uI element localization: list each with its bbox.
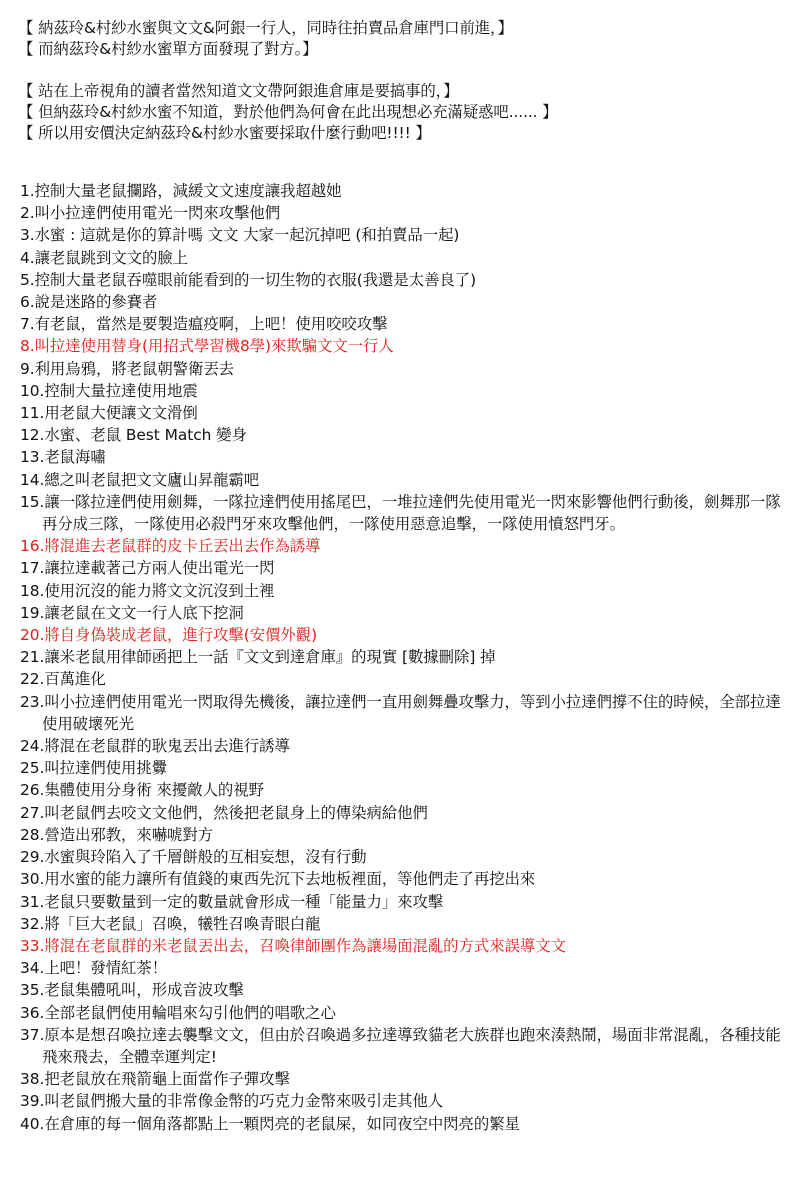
intro-line: 【 納茲玲&村紗水蜜與文文&阿銀一行人，同時往拍賣品倉庫門口前進，】: [18, 19, 513, 37]
option-number: 23.: [20, 692, 45, 711]
option-text: 讓拉達載著己方兩人使出電光一閃: [44, 559, 275, 578]
option-item: [20, 891, 788, 913]
option-item: [20, 668, 788, 690]
option-number: 8.: [20, 337, 35, 356]
option-number: 1.: [20, 182, 35, 200]
option-number: 31.: [20, 892, 45, 911]
option-text: 上吧！發情紅茶！: [44, 959, 168, 978]
option-item: [20, 913, 788, 935]
option-number: 14.: [20, 470, 45, 489]
option-item: [20, 1024, 788, 1068]
option-number: 5.: [20, 270, 35, 289]
option-number: 20.: [20, 626, 45, 645]
option-text: 說是迷路的參賽者: [34, 293, 158, 312]
option-number: 28.: [20, 825, 45, 844]
option-number: 38.: [20, 1070, 45, 1089]
option-text: 利用烏鴉，將老鼠朝警衛丟去: [34, 359, 235, 378]
option-text: 集體使用分身術 來擾敵人的視野: [44, 781, 264, 800]
option-text: 全部老鼠們使用輪唱來勾引他們的唱歌之心: [44, 1003, 336, 1022]
option-text: 營造出邪教，來嚇唬對方: [44, 825, 214, 844]
option-number: 15.: [20, 492, 45, 511]
option-text: 讓老鼠跳到文文的臉上: [34, 248, 189, 267]
option-item: [20, 757, 788, 779]
option-item: [20, 1068, 788, 1090]
option-item: [20, 424, 788, 446]
option-item: [20, 846, 788, 868]
option-item: [20, 580, 788, 602]
option-item: [20, 646, 788, 668]
option-text: 控制大量拉達使用地震: [44, 381, 198, 400]
option-item: [20, 624, 788, 646]
option-text: 讓一隊拉達們使用劍舞，一隊拉達們使用搖尾巴，一堆拉達們先使用電光一閃來影響他們行動後，劍舞那一隊再分成三隊，一隊使用必殺門牙來攻擊他們，一隊使用惡意追擊，一隊使用憤怒門牙。: [42, 492, 781, 534]
option-number: 32.: [20, 914, 45, 933]
option-number: 35.: [20, 981, 45, 1000]
option-number: 2.: [20, 204, 35, 223]
option-text: 叫小拉達們使用電光一閃來攻擊他們: [34, 204, 281, 223]
option-number: 18.: [20, 581, 45, 600]
option-number: 11.: [20, 404, 45, 423]
option-item: [20, 1002, 788, 1024]
option-number: 36.: [20, 1003, 45, 1022]
option-text: 老鼠海嘯: [44, 448, 106, 467]
option-text: 百萬進化: [44, 670, 106, 689]
option-number: 19.: [20, 603, 45, 622]
option-item: [20, 224, 788, 246]
option-number: 6.: [20, 293, 35, 312]
option-item: [20, 446, 788, 468]
option-text: 叫老鼠們去咬文文他們，然後把老鼠身上的傳染病給他們: [44, 803, 428, 822]
option-text: 有老鼠，當然是要製造瘟疫啊，上吧！使用咬咬攻擊: [34, 315, 388, 334]
option-item: [20, 802, 788, 824]
option-text: 讓米老鼠用律師函把上一話『文文到達倉庫』的現實 [數據刪除] 掉: [44, 648, 496, 667]
option-number: 3.: [20, 226, 35, 245]
option-text: 老鼠集體吼叫，形成音波攻擊: [44, 981, 244, 1000]
option-item: [20, 180, 788, 202]
option-text: 水蜜、老鼠 Best Match 變身: [44, 426, 247, 445]
option-text: 水蜜與玲陷入了千層餅般的互相妄想，沒有行動: [44, 848, 367, 867]
option-text: 叫小拉達們使用電光一閃取得先機後，讓拉達們一直用劍舞疊攻擊力，等到小拉達們撐不住的時候，全部拉達使用破壞死光: [42, 692, 781, 733]
option-number: 21.: [20, 648, 45, 667]
option-item: [20, 291, 788, 313]
option-number: 10.: [20, 381, 45, 400]
option-text: 水蜜 : 這就是你的算計嗎 文文 大家一起沉掉吧 (和拍賣品一起): [34, 226, 460, 245]
option-number: 40.: [20, 1114, 45, 1133]
option-text: 叫拉達們使用挑釁: [44, 759, 168, 778]
options-list: [18, 180, 788, 1135]
option-item: [20, 358, 788, 380]
option-number: 7.: [20, 315, 35, 334]
option-text: 老鼠只要數量到一定的數量就會形成一種「能量力」來攻擊: [44, 892, 444, 911]
option-item: [20, 935, 788, 957]
option-text: 將混在老鼠群的米老鼠丟出去，召喚律師團作為讓場面混亂的方式來誤導文文: [44, 936, 566, 955]
option-text: 總之叫老鼠把文文廬山昇龍霸吧: [44, 470, 260, 489]
option-number: 16.: [20, 537, 45, 556]
intro-line: 【 而納茲玲&村紗水蜜單方面發現了對方。】: [18, 40, 318, 58]
option-text: 將「巨大老鼠」召喚，犧牲召喚青眼白龍: [44, 914, 321, 933]
option-number: 17.: [20, 559, 45, 578]
spacer: [18, 60, 788, 81]
option-number: 9.: [20, 359, 35, 378]
option-item: [20, 824, 788, 846]
option-number: 25.: [20, 759, 45, 778]
option-text: 叫老鼠們搬大量的非常像金幣的巧克力金幣來吸引走其他人: [44, 1092, 444, 1111]
option-text: 使用沉沒的能力將文文沉沒到土裡: [44, 581, 275, 600]
option-item: [20, 557, 788, 579]
option-item: [20, 1113, 788, 1135]
option-text: 將自身偽裝成老鼠，進行攻擊(安價外觀): [44, 626, 318, 645]
option-item: [20, 535, 788, 557]
option-item: [20, 1090, 788, 1112]
option-number: 27.: [20, 803, 45, 822]
option-item: [20, 979, 788, 1001]
option-text: 控制大量老鼠攔路，減緩文文速度讓我超越她: [34, 182, 342, 200]
option-item: [20, 269, 788, 291]
option-item: [20, 691, 788, 735]
option-text: 讓老鼠在文文一行人底下挖洞: [44, 603, 244, 622]
option-item: [20, 779, 788, 801]
option-item: [20, 602, 788, 624]
option-text: 將混在老鼠群的耿鬼丟出去進行誘導: [44, 737, 290, 756]
option-text: 在倉庫的每一個角落都點上一顆閃亮的老鼠屎，如同夜空中閃亮的繁星: [44, 1114, 520, 1133]
option-item: [20, 735, 788, 757]
option-number: 37.: [20, 1025, 45, 1044]
option-number: 34.: [20, 959, 45, 978]
option-item: [20, 957, 788, 979]
option-item: [20, 469, 788, 491]
option-item: [20, 491, 788, 535]
option-number: 33.: [20, 936, 45, 955]
intro-line: 【 所以用安價決定納茲玲&村紗水蜜要採取什麼行動吧!!!! 】: [18, 124, 431, 142]
option-number: 29.: [20, 848, 45, 867]
option-number: 13.: [20, 448, 45, 467]
option-number: 4.: [20, 248, 35, 267]
option-number: 22.: [20, 670, 45, 689]
option-number: 30.: [20, 870, 45, 889]
option-text: 用水蜜的能力讓所有值錢的東西先沉下去地板裡面，等他們走了再挖出來: [44, 870, 536, 889]
option-item: [20, 402, 788, 424]
intro-block-instruction: [18, 81, 788, 144]
option-text: 控制大量老鼠吞噬眼前能看到的一切生物的衣服(我還是太善良了): [34, 270, 477, 289]
intro-line: 【 但納茲玲&村紗水蜜不知道，對於他們為何會在此出現想必充滿疑惑吧...... 】: [18, 103, 558, 121]
option-text: 用老鼠大便讓文文滑倒: [44, 404, 198, 423]
option-number: 12.: [20, 426, 45, 445]
option-number: 39.: [20, 1092, 45, 1111]
option-item: [20, 335, 788, 357]
option-number: 24.: [20, 737, 45, 756]
option-item: [20, 868, 788, 890]
intro-line: 【 站在上帝視角的讀者當然知道文文帶阿銀進倉庫是要搞事的，】: [18, 82, 459, 100]
option-text: 原本是想召喚拉達去襲擊文文，但由於召喚過多拉達導致貓老大族群也跑來湊熱鬧，場面非常混亂，各種技能飛來飛去，全體幸運判定!: [42, 1025, 781, 1066]
option-item: [20, 247, 788, 269]
option-item: [20, 313, 788, 335]
option-text: 叫拉達使用替身(用招式學習機8學)來欺騙文文一行人: [34, 337, 394, 356]
option-text: 把老鼠放在飛箭龜上面當作子彈攻擊: [44, 1070, 290, 1089]
option-text: 將混進去老鼠群的皮卡丘丟出去作為誘導: [44, 537, 321, 556]
intro-block-situation: [18, 18, 788, 60]
option-item: [20, 380, 788, 402]
option-item: [20, 202, 788, 224]
option-number: 26.: [20, 781, 45, 800]
